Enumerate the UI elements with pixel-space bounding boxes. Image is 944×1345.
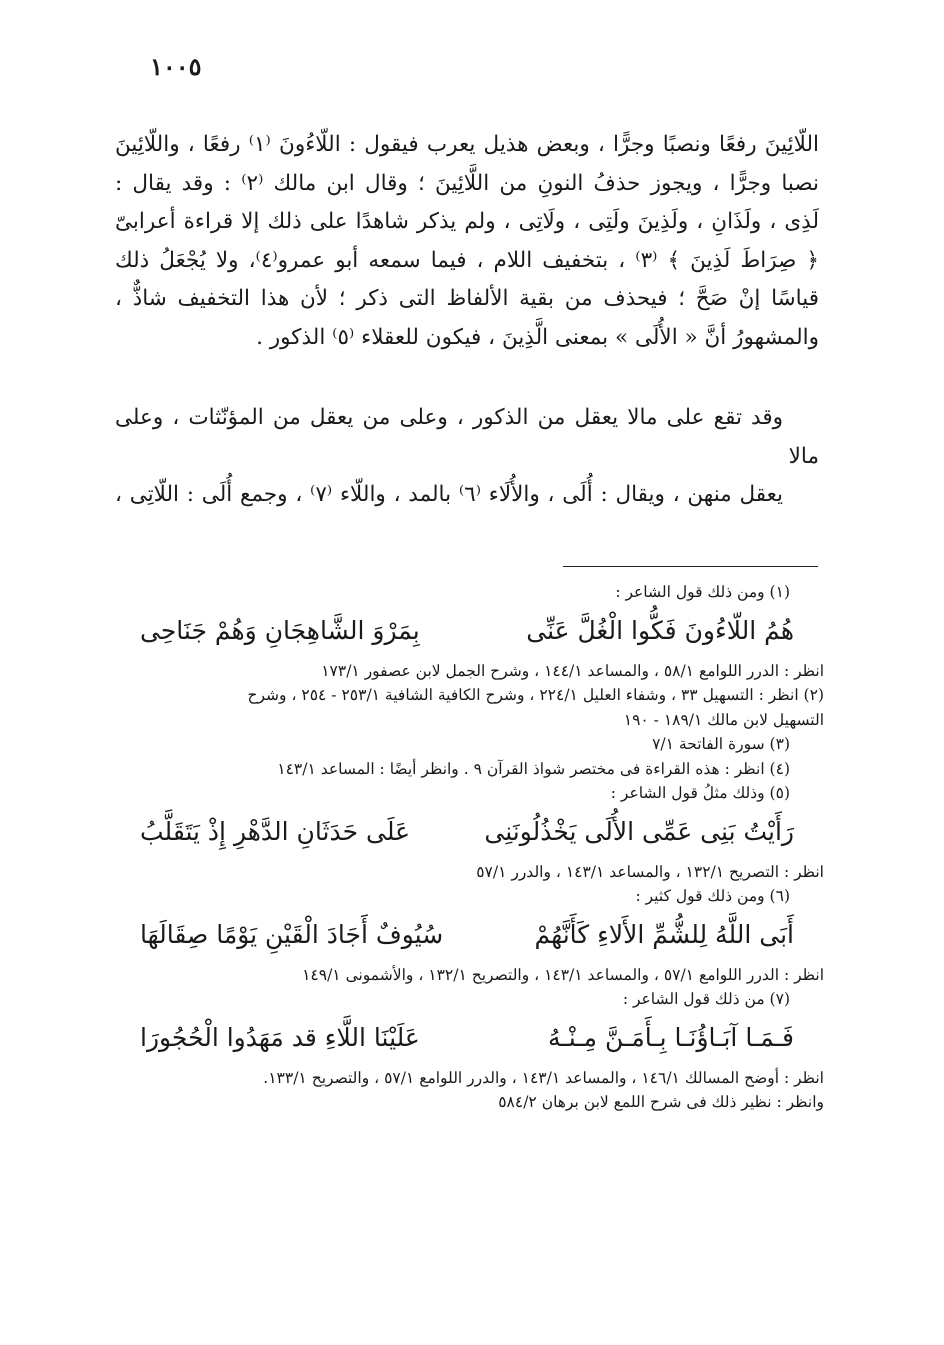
verse-6: [130, 917, 824, 953]
paragraph-1: [115, 126, 819, 357]
text-line: والمشهورُ أنَّ « الأُلَى » بمعنى الَّذِينَ ، فيكون للعقلاء ⁽٥⁾ الذكور .: [256, 324, 819, 350]
verse-1: [130, 613, 824, 649]
verse-5-second-hemistich: عَلَى حَدَثَانِ الدَّهْرِ إِذْ يَتَقَلَّبُ: [140, 816, 411, 846]
text-line: نصبا وجرًّا ، ويجوز حذفُ النونِ من اللَّائِينَ ؛ وقال ابن مالك ⁽٢⁾ : وقد يقال :: [115, 170, 819, 196]
text-line: لَذِى ، ولَذَانِ ، ولَذِينَ ولَتِى ، ولَاتِى ، ولم يذكر شاهدًا على ذلك إلا قراءة أعرابىّ: [115, 209, 819, 234]
verse-7-second-hemistich: عَلَيْنَا اللَّاءِ قد مَهَدُوا الْحُجُورَا: [140, 1022, 420, 1052]
text-line: وقد تقع على مالا يعقل من الذكور ، وعلى من يعقل من المؤنّثات ، وعلى مالا: [115, 405, 819, 469]
text-line: اللّائِينَ رفعًا ونصبًا وجرًّا ، وبعض هذيل يعرب فيقول : اللّاءُونَ ⁽١⁾ رفعًا ، واللّائِينَ: [115, 132, 819, 157]
verse-1-first-hemistich: هُمُ اللّاءُونَ فَكُّوا الْغُلَّ عَنِّى: [526, 615, 794, 645]
verse-6-first-hemistich: أَبَى اللَّهُ لِلشُّمِّ الأَلاءِ كَأَنَّهُمْ: [534, 919, 794, 949]
footnote-divider: [563, 566, 818, 567]
verse-7: [130, 1020, 824, 1056]
main-text: [115, 126, 819, 515]
verse-5: [130, 814, 824, 850]
footnote-1-reference: انظر : الدرر اللوامع ٥٨/١ ، والمساعد ١٤٤/١ ، وشرح الجمل لابن عصفور ١٧٣/١: [321, 661, 824, 680]
footnote-7-intro: (٧) من ذلك قول الشاعر :: [622, 990, 790, 1008]
footnotes: [130, 580, 824, 1115]
text-line: يعقل منهن ، ويقال : أُلَى ، والأُلَاء ⁽٦⁾ بالمد ، واللّاء ⁽٧⁾ ، وجمع أُلَى : اللّاتِى ،: [115, 482, 783, 507]
paragraph-2: [115, 399, 819, 515]
footnote-5-intro: (٥) وذلك مثلُ قول الشاعر :: [610, 784, 790, 802]
footnote-7-reference-2: وانظر : نظير ذلك فى شرح اللمع لابن برهان ٥٨٤/٢: [498, 1093, 824, 1111]
verse-7-first-hemistich: فَـمَـا آبَـاؤُنَـا بِـأَمَـنَّ مِـنْـهُ: [548, 1022, 794, 1052]
footnote-2-line-1: (٢) انظر : التسهيل ٣٣ ، وشفاء العليل ٢٢٤/١ ، وشرح الكافية الشافية ٢٥٣/١ - ٢٥٤ ، وشرح: [247, 686, 824, 704]
text-line: ﴿ صِرَاطَ لَذِينَ ﴾ ⁽٣⁾ ، بتخفيف اللام ، فيما سمعه أبو عمرو⁽٤⁾، ولا يُجْعَلُ ذلك: [115, 247, 820, 273]
footnote-5-reference: انظر : التصريح ١٣٢/١ ، والمساعد ١٤٣/١ ، والدرر ٥٧/١: [476, 862, 824, 881]
footnote-1-intro: (١) ومن ذلك قول الشاعر :: [615, 583, 790, 601]
footnote-6-intro: (٦) ومن ذلك قول كثير :: [635, 887, 790, 905]
page-number: ١٠٠٥: [150, 52, 202, 81]
footnote-3: (٣) سورة الفاتحة ٧/١: [652, 735, 790, 753]
verse-5-first-hemistich: رَأَيْتُ بَنِى عَمِّى الأُلَى يَخْذُلُونَنِى: [484, 816, 794, 846]
verse-6-second-hemistich: سُيُوفٌ أَجَادَ الْقَيْنِ يَوْمًا صِقَالَهَا: [140, 919, 444, 949]
verse-1-second-hemistich: بِمَرْوَ الشَّاهِجَانِ وَهُمْ جَنَاحِى: [140, 615, 420, 645]
footnote-7-reference-1: انظر : أوضح المسالك ١٤٦/١ ، والمساعد ١٤٣/١ ، والدرر اللوامع ٥٧/١ ، والتصريح ١٣٣/١.: [263, 1068, 824, 1087]
text-line: قياسًا إنْ صَحَّ ؛ فيحذف من بقية الألفاظ التى ذكر ؛ لأن هذا التخفيف شاذٌّ ،: [115, 286, 819, 311]
footnote-4: (٤) انظر : هذه القراءة فى مختصر شواذ القرآن ٩ . وانظر أيضًا : المساعد ١٤٣/١: [277, 759, 790, 778]
footnote-6-reference: انظر : الدرر اللوامع ٥٧/١ ، والمساعد ١٤٣/١ ، والتصريح ١٣٢/١ ، والأشمونى ١٤٩/١: [302, 965, 824, 984]
footnote-2-line-2: التسهيل لابن مالك ١٨٩/١ - ١٩٠: [623, 710, 824, 729]
